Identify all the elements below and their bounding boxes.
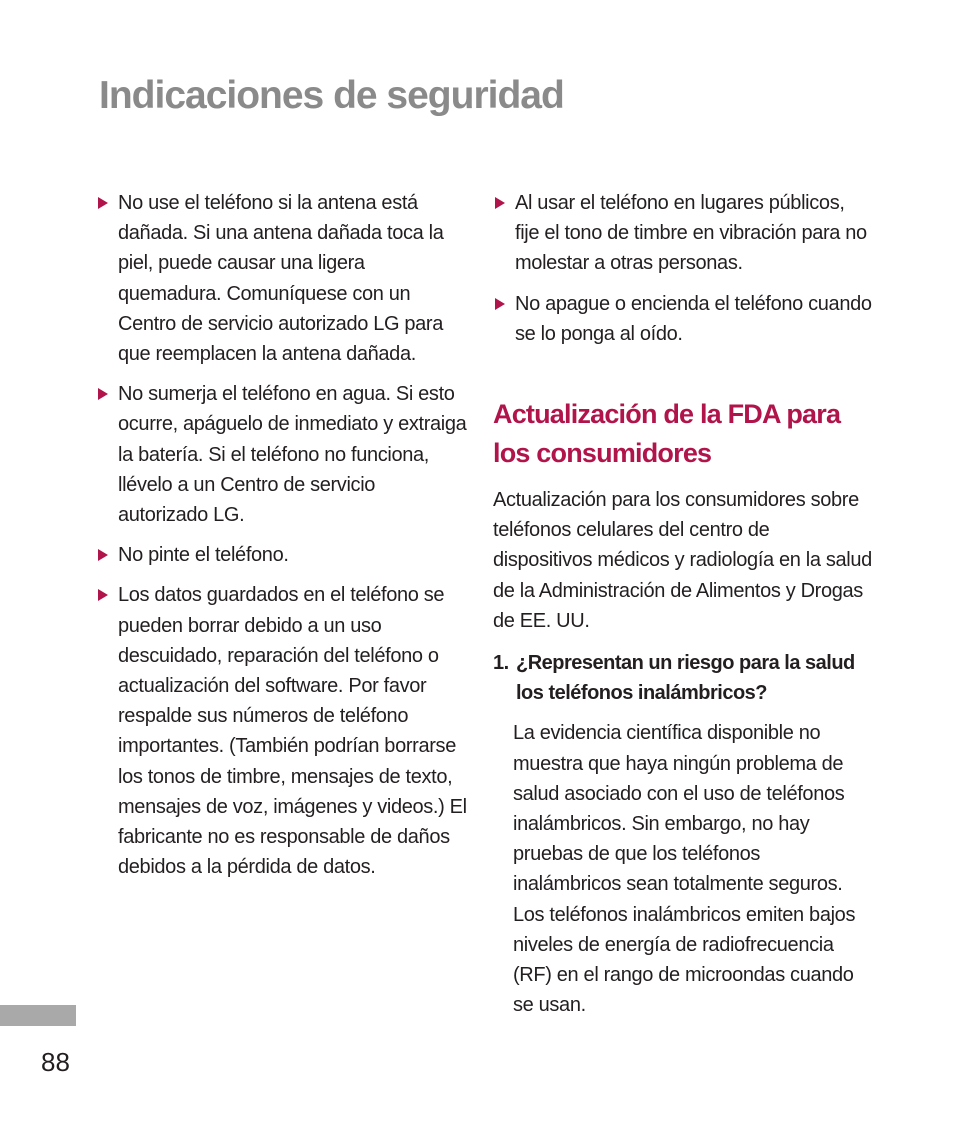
bullet-text: Los datos guardados en el teléfono se pueden borrar debido a un uso descuidado, reparación del teléfono o actualización del software. Por favor respalde sus números de teléfono importantes. (También podrían borrarse los tonos de timbre, mensajes de texto, mensajes de voz, imágenes y videos.) El fabricante no es responsable de daños debidos a la pérdida de datos. [118, 584, 467, 879]
answer-paragraph: La evidencia científica disponible no muestra que haya ningún problema de salud asociado con el uso de teléfonos inalámbricos. Sin embargo, no hay pruebas de que los teléfonos inalámbricos sean totalmente seguros. Los teléfonos inalámbricos emiten bajos niveles de energía de radiofrecuencia (RF) en el rango de microondas cuando se usan. [513, 722, 856, 1017]
bullet-text: Al usar el teléfono en lugares públicos, fije el tono de timbre en vibración para no molestar a otras personas. [515, 192, 867, 275]
question-text: ¿Representan un riesgo para la salud los teléfonos inalámbricos? [516, 652, 855, 705]
bullet-item [96, 540, 468, 570]
bullet-item [96, 379, 468, 530]
question-item [493, 648, 873, 708]
bullet-item [96, 580, 468, 882]
question-number: 1. [493, 652, 509, 675]
bullet-arrow-icon [98, 388, 108, 400]
bullet-arrow-icon [98, 197, 108, 209]
bullet-item [493, 188, 873, 279]
bullet-item [96, 188, 468, 369]
bullet-text: No apague o encienda el teléfono cuando se lo ponga al oído. [515, 292, 872, 345]
intro-paragraph: Actualización para los consumidores sobre teléfonos celulares del centro de dispositivos médicos y radiología en la salud de la Administración de Alimentos y Drogas de EE. UU. [493, 489, 872, 632]
bullet-text: No use el teléfono si la antena está dañada. Si una antena dañada toca la piel, puede causar una ligera quemadura. Comuníquese con un Centro de servicio autorizado LG para que reemplacen la antena dañada. [118, 192, 444, 366]
bullet-arrow-icon [98, 549, 108, 561]
bullet-item [493, 289, 873, 349]
right-column [493, 188, 873, 1020]
bullet-arrow-icon [495, 197, 505, 209]
section-heading: Actualización de la FDA para los consumidores [493, 399, 841, 469]
bullet-arrow-icon [98, 589, 108, 601]
bullet-text: No sumerja el teléfono en agua. Si esto ocurre, apáguelo de inmediato y extraiga la batería. Si el teléfono no funciona, llévelo a un Centro de servicio autorizado LG. [118, 383, 467, 527]
left-column [96, 188, 468, 892]
bullet-text: No pinte el teléfono. [118, 544, 289, 567]
page-number: 88 [41, 1047, 70, 1077]
bullet-arrow-icon [495, 298, 505, 310]
page-title: Indicaciones de seguridad [99, 74, 564, 117]
page-tab-marker [0, 1005, 76, 1026]
